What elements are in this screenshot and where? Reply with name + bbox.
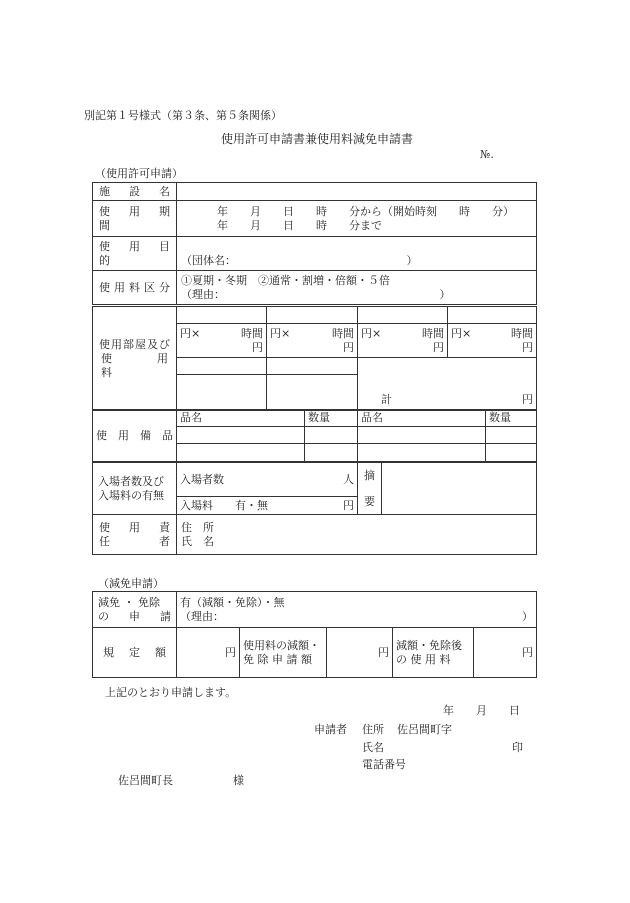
room-total-cell[interactable] <box>358 358 537 411</box>
room-extra-name-2[interactable] <box>267 358 358 375</box>
manager-table <box>92 514 537 555</box>
equipment-qty-3[interactable] <box>305 444 358 462</box>
room-fee-cell-1[interactable]: 円× 時間 円 <box>177 324 267 358</box>
reduction-apply-label <box>93 592 177 628</box>
room-name-2[interactable] <box>267 307 358 324</box>
manager-label: 使 用 責 任 者 <box>93 515 177 555</box>
room-name-3[interactable] <box>358 307 448 324</box>
equipment-item-header-2: 品名 <box>358 410 486 427</box>
page-title: 使用許可申請書兼使用料減免申請書 <box>221 132 414 146</box>
attendance-table <box>92 462 537 515</box>
equipment-item-header-1: 品名 <box>177 410 305 427</box>
reduction-amount-field[interactable]: 円 <box>327 628 393 678</box>
number-label: №. <box>480 148 494 161</box>
fixed-amount-label: 規 定 額 <box>93 628 177 678</box>
facility-field[interactable] <box>177 183 537 201</box>
equipment-qty-2[interactable] <box>486 427 537 444</box>
manager-address: 住 所 <box>181 520 214 534</box>
room-total-yen: 円 <box>522 393 533 406</box>
statement: 上記のとおり申請します。 <box>105 686 237 699</box>
reduction-apply-options: 有（減額・免除）・無 <box>180 595 285 609</box>
reduction-table <box>92 591 537 678</box>
reduction-apply-field[interactable]: 有（減額・免除）・無 （理由： ） <box>177 592 537 628</box>
equipment-qty-1[interactable] <box>305 427 358 444</box>
room-fee-label-2: 使 用 料 <box>101 351 190 379</box>
period-from: 年 月 日 時 分から（開始時刻 時 分） <box>217 204 514 218</box>
manager-field[interactable] <box>177 515 537 555</box>
room-name-4[interactable] <box>448 307 537 324</box>
purpose-label: 使 用 目 的 <box>93 237 177 271</box>
room-fee-cell-2[interactable]: 円× 時間 円 <box>267 324 358 358</box>
fee-class-options: ①夏期・冬期 ②通常・割増・倍額・５倍 <box>181 273 390 287</box>
applicant-phone-label: 電話番号 <box>362 758 406 771</box>
reduction-apply-label-1: 減免 ・ 免除 <box>98 595 160 609</box>
purpose-group-name: （団体名： ） <box>181 254 418 267</box>
reduction-apply-label-2: の 申 請 <box>98 609 171 623</box>
attendance-count-field[interactable]: 入場者数 人 <box>177 463 358 497</box>
application-date[interactable]: 年 月 日 <box>443 704 520 717</box>
manager-name: 氏 名 <box>181 534 214 548</box>
equipment-item-1[interactable] <box>177 427 305 444</box>
room-extra-fee-1[interactable] <box>177 375 267 411</box>
reduction-section-title: （減免申請） <box>98 577 164 590</box>
attendance-label-1: 入場者数及び <box>98 474 164 488</box>
fee-class-field[interactable] <box>177 271 537 305</box>
fee-class-label: 使 用 料 区 分 <box>93 271 177 305</box>
purpose-field[interactable] <box>177 237 537 271</box>
form-number: 別記第１号様式（第３条、第５条関係） <box>84 109 282 122</box>
equipment-qty-header-2: 数量 <box>486 410 537 427</box>
room-name-1[interactable] <box>177 307 267 324</box>
reduction-reason: （理由： <box>180 609 224 623</box>
remarks-field[interactable] <box>382 463 537 515</box>
equipment-item-4[interactable] <box>358 444 486 462</box>
reduction-amount-label: 使用料の減額・ 免 除 申 請 額 <box>240 628 327 678</box>
addressee-honorific: 様 <box>233 774 244 787</box>
equipment-qty-header-1: 数量 <box>305 410 358 427</box>
applicant-label: 申請者 <box>314 723 347 736</box>
equipment-table <box>92 409 537 462</box>
room-fee-cell-3[interactable]: 円× 時間 円 <box>358 324 448 358</box>
room-total-label: 計 <box>381 393 392 406</box>
seal-mark: 印 <box>512 741 523 754</box>
period-to: 年 月 日 時 分まで <box>217 218 382 232</box>
remarks-label: 摘 要 <box>358 463 382 515</box>
after-reduction-label: 減額・免除後 の 使 用 料 <box>393 628 474 678</box>
attendance-fee-field[interactable]: 入場料 有・無 円 <box>177 497 358 515</box>
period-field[interactable] <box>177 201 537 237</box>
equipment-qty-4[interactable] <box>486 444 537 462</box>
applicant-address-label: 住所 <box>362 723 384 736</box>
permit-table <box>92 182 537 305</box>
room-fee-label-1: 使用部屋及び <box>99 337 170 351</box>
after-reduction-field[interactable]: 円 <box>474 628 537 678</box>
attendance-label-2: 入場料の有無 <box>98 488 164 502</box>
fixed-amount-field[interactable]: 円 <box>177 628 240 678</box>
fee-class-reason: （理由： ） <box>181 287 451 301</box>
equipment-item-3[interactable] <box>177 444 305 462</box>
room-fee-label <box>93 307 190 411</box>
room-extra-fee-2[interactable] <box>267 375 358 411</box>
facility-label: 施 設 名 <box>93 183 177 201</box>
period-label: 使 用 期 間 <box>93 201 177 237</box>
room-fee-table <box>92 306 537 411</box>
room-extra-name-1[interactable] <box>177 358 267 375</box>
addressee: 佐呂間町長 <box>118 774 173 787</box>
room-fee-cell-4[interactable]: 円× 時間 円 <box>448 324 537 358</box>
equipment-item-2[interactable] <box>358 427 486 444</box>
applicant-name-label: 氏名 <box>362 741 384 754</box>
applicant-address-value[interactable]: 佐呂間町字 <box>397 723 452 736</box>
permit-section-title: （使用許可申請） <box>95 167 183 180</box>
equipment-label: 使 用 備 品 <box>93 410 177 462</box>
attendance-label <box>93 463 177 515</box>
